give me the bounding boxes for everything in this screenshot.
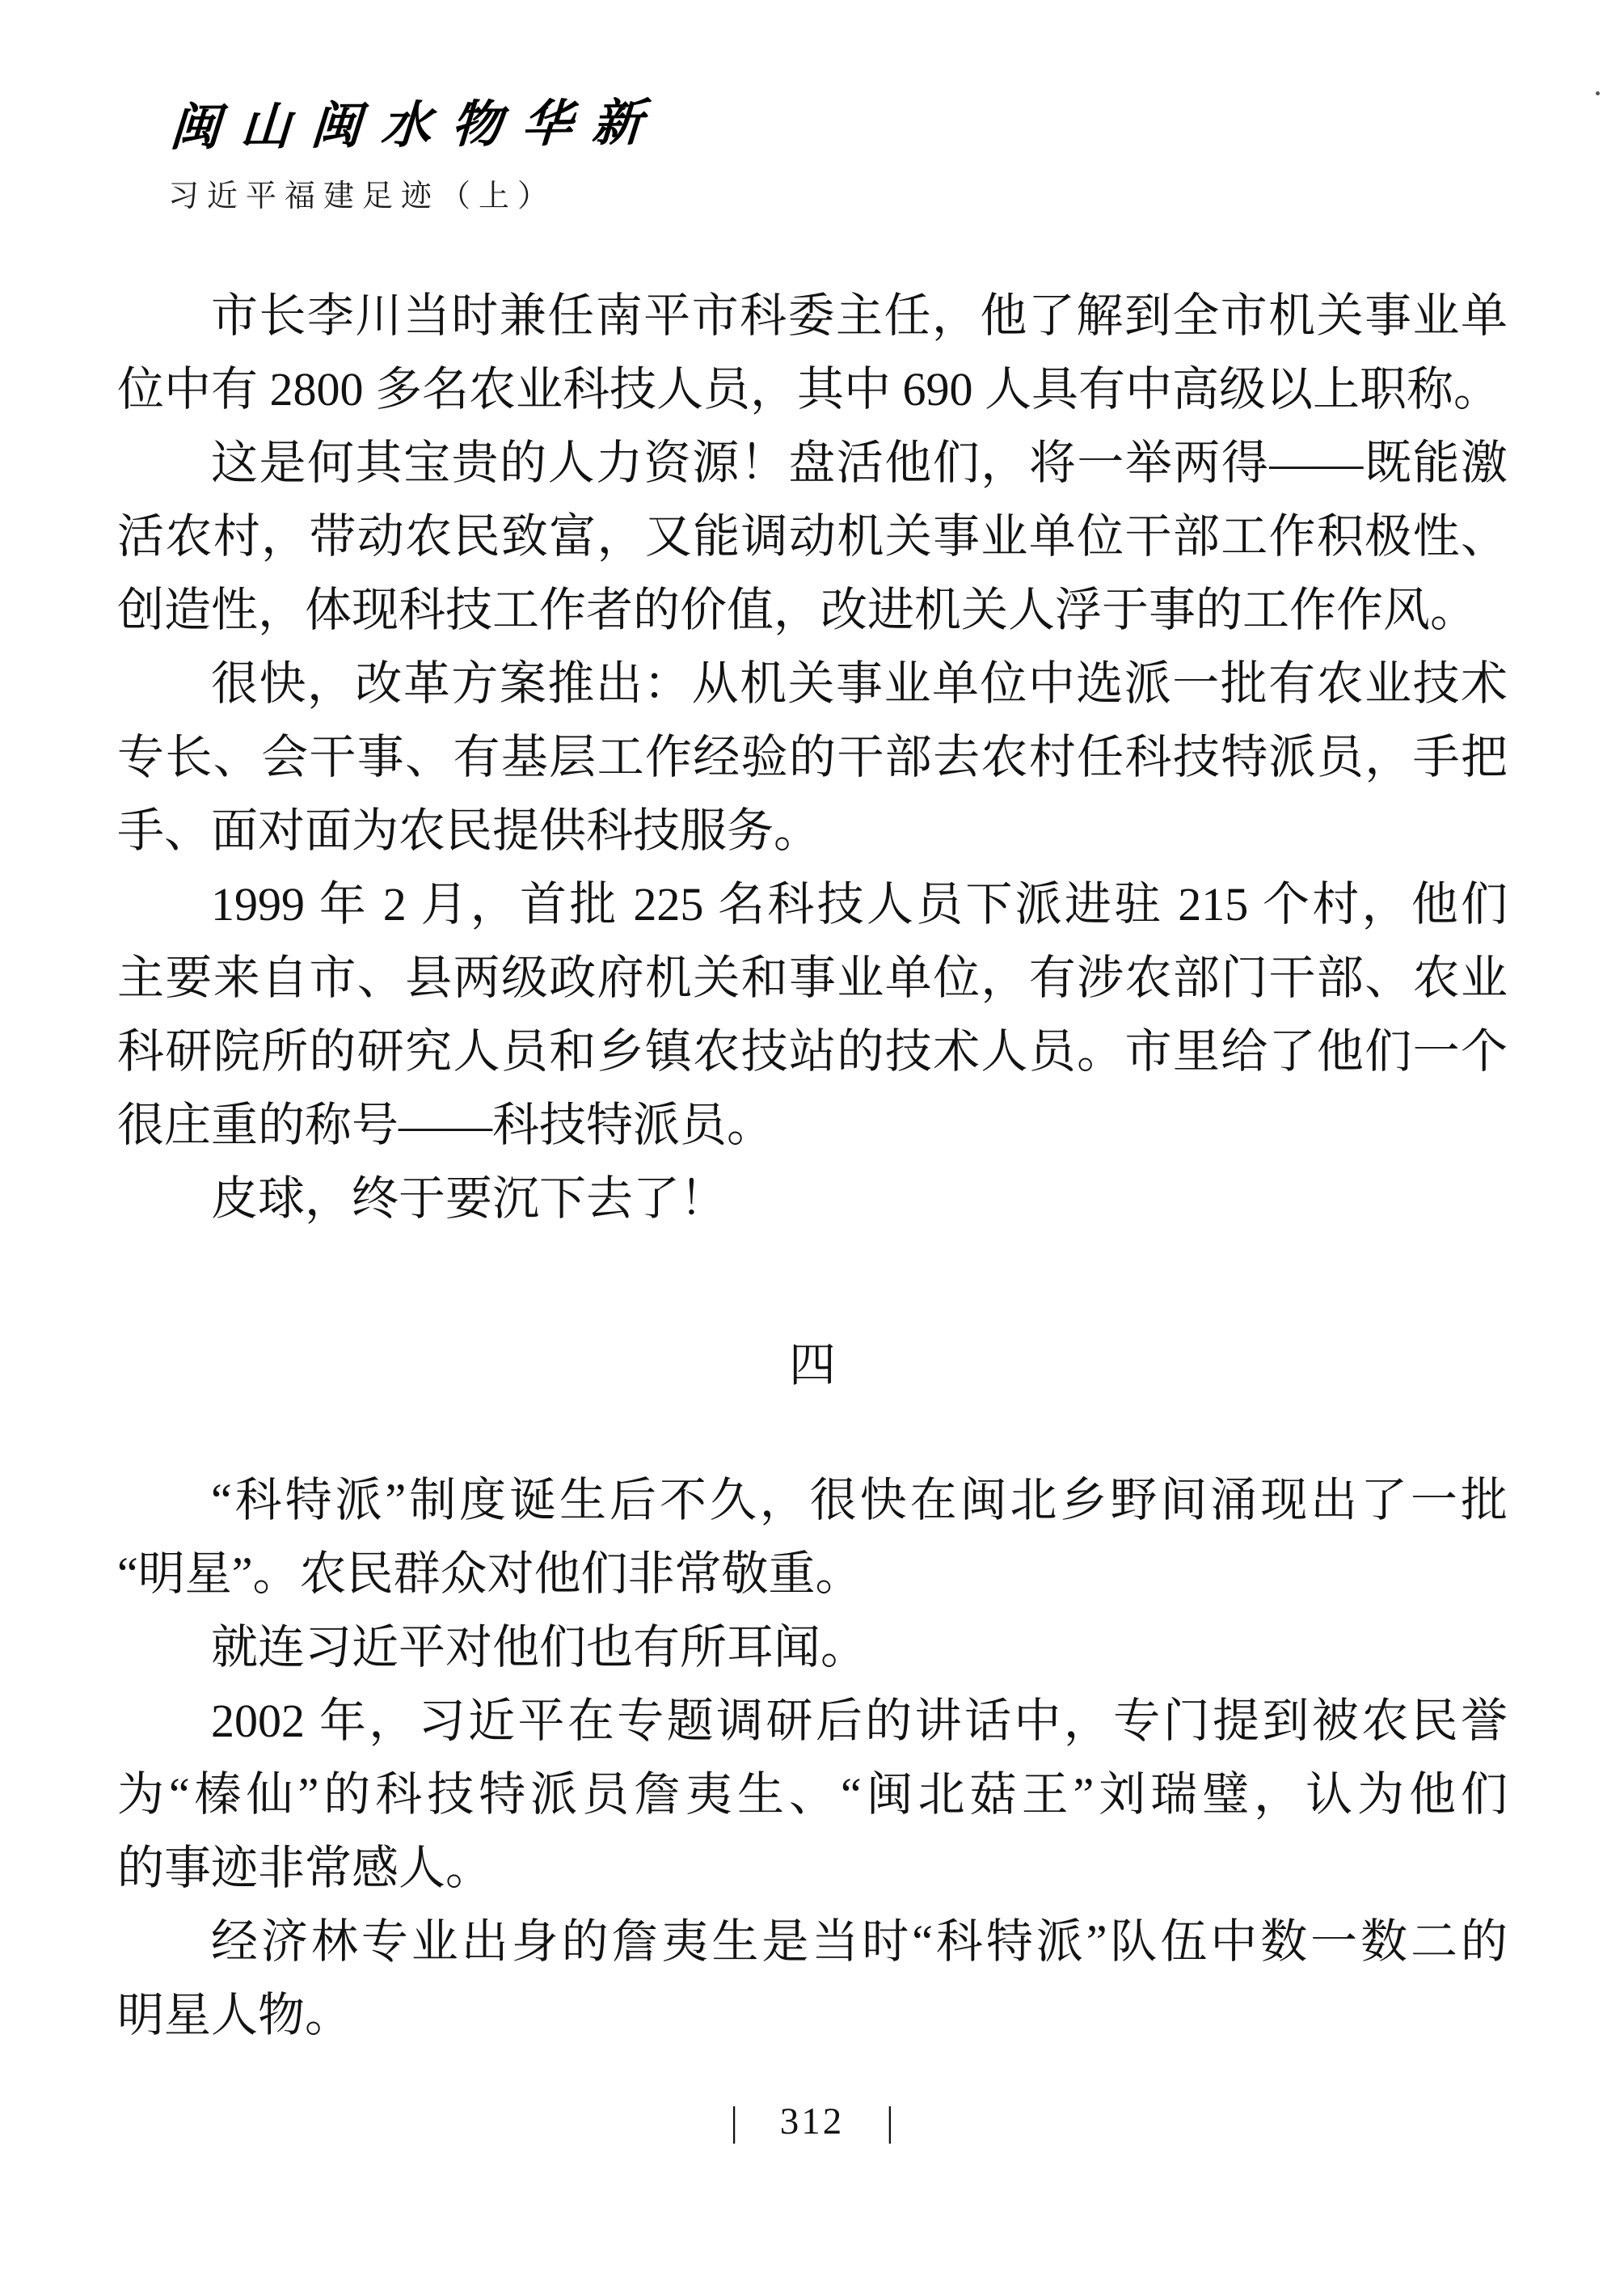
folio-left-bar: | (730, 2098, 738, 2144)
book-subtitle: 习近平福建足迹（上） (168, 179, 557, 213)
paragraph-line: 很快，改革方案推出：从机关事业单位中选派一批有农业技术 (211, 657, 1508, 710)
page-footer (0, 2096, 1624, 2147)
paragraph-line: 皮球，终于要沉下去了！ (211, 1172, 728, 1225)
body-text-upper (117, 279, 1508, 1235)
paragraph-line: 创造性，体现科技工作者的价值，改进机关人浮于事的工作作风。 (117, 584, 1478, 636)
folio-right-bar: | (886, 2098, 894, 2144)
paragraph-line: 科研院所的研究人员和乡镇农技站的技术人员。市里给了他们一个 (117, 1025, 1508, 1078)
page-number: 312 (779, 2100, 845, 2142)
paragraph-line: 为“榛仙”的科技特派员詹夷生、“闽北菇王”刘瑞璧，认为他们 (117, 1768, 1508, 1821)
paragraph-line: 2002 年，习近平在专题调研后的讲话中，专门提到被农民誉 (211, 1695, 1508, 1747)
page-header (168, 87, 664, 215)
paragraph-line: 专长、会干事、有基层工作经验的干部去农村任科技特派员，手把 (117, 731, 1508, 783)
paragraph-line: 主要来自市、县两级政府机关和事业单位，有涉农部门干部、农业 (117, 952, 1508, 1004)
paragraph-line: 这是何其宝贵的人力资源！盘活他们，将一举两得——既能激 (211, 437, 1508, 489)
body-text-lower (117, 1463, 1508, 2052)
scan-speck (1596, 91, 1600, 95)
paragraph-line: “明星”。农民群众对他们非常敬重。 (117, 1547, 863, 1600)
paragraph-line: “科特派”制度诞生后不久，很快在闽北乡野间涌现出了一批 (211, 1474, 1508, 1526)
section-number: 四 (788, 1339, 836, 1391)
paragraph-line: 活农村，带动农民致富，又能调动机关事业单位干部工作积极性、 (117, 510, 1508, 563)
paragraph-line: 位中有 2800 多名农业科技人员，其中 690 人具有中高级以上职称。 (117, 363, 1501, 416)
paragraph-line: 经济林专业出身的詹夷生是当时“科特派”队伍中数一数二的 (211, 1915, 1508, 1968)
paragraph-line: 手、面对面为农民提供科技服务。 (117, 804, 821, 857)
paragraph-line: 就连习近平对他们也有所耳闻。 (211, 1621, 868, 1674)
paragraph-line: 市长李川当时兼任南平市科委主任，他了解到全市机关事业单 (211, 289, 1508, 342)
paragraph-line: 明星人物。 (117, 1989, 352, 2041)
paragraph-line: 1999 年 2 月，首批 225 名科技人员下派进驻 215 个村，他们 (211, 878, 1508, 931)
paragraph-line: 的事迹非常感人。 (117, 1842, 493, 1894)
series-title-calligraphy: 闽山闽水物华新 (168, 92, 664, 158)
paragraph-line: 很庄重的称号——科技特派员。 (117, 1099, 774, 1151)
